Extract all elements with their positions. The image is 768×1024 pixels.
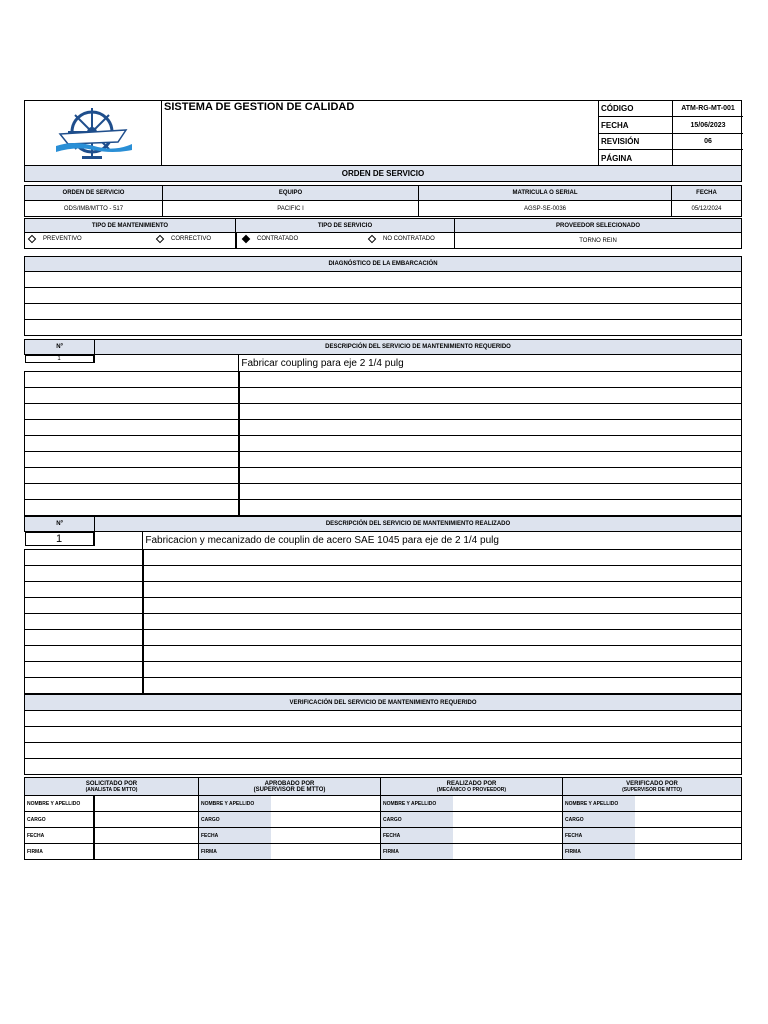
equipment-value: PACIFIC I <box>162 200 419 217</box>
sig-header-approved <box>199 778 381 796</box>
sig-subtitle: (MECÁNICO O PROVEEDOR) <box>436 786 507 793</box>
required-rows <box>24 354 742 516</box>
col-equipment: EQUIPO <box>162 185 419 201</box>
performed-rows <box>24 531 742 694</box>
sig-title: VERIFICADO POR <box>626 780 678 787</box>
sig-field-label: NOMBRE Y APELLIDO <box>381 796 453 812</box>
correctivo-option[interactable] <box>157 236 211 242</box>
sig-title: REALIZADO POR <box>446 780 497 787</box>
sig-field-label: NOMBRE Y APELLIDO <box>199 796 271 812</box>
sig-title: SOLICITADO POR <box>85 780 138 787</box>
radio-diamond-icon <box>368 235 376 243</box>
meta-table <box>598 100 742 166</box>
sig-field-input[interactable] <box>271 828 381 844</box>
provider-value: TORNO REIN <box>454 232 742 249</box>
sig-field-input[interactable] <box>271 796 381 812</box>
sig-field-input[interactable] <box>635 796 741 812</box>
diagnostic-lines <box>24 271 742 336</box>
sig-field-input[interactable] <box>453 844 563 859</box>
sig-col-requested <box>25 796 199 859</box>
system-title: SISTEMA DE GESTION DE CALIDAD <box>164 101 355 113</box>
col-serial: MATRICULA O SERIAL <box>418 185 672 201</box>
required-desc-header: DESCRIPCIÓN DEL SERVICIO DE MANTENIMIENTO REQUERIDO <box>94 339 742 355</box>
verification-line[interactable] <box>25 743 742 759</box>
correctivo-label: CORRECTIVO <box>171 236 212 242</box>
sig-title: APROBADO POR <box>264 780 315 787</box>
table-row <box>25 355 95 363</box>
meta-value-page <box>673 150 743 166</box>
sig-header-requested <box>25 778 199 796</box>
sig-field-label: FIRMA <box>25 844 95 859</box>
meta-label-code: CÓDIGO <box>599 100 673 117</box>
sig-field-input[interactable] <box>635 844 741 859</box>
sig-col-performed <box>381 796 563 859</box>
sig-header-verified <box>563 778 741 796</box>
no-contratado-option[interactable] <box>369 236 435 242</box>
verification-lines <box>24 710 742 775</box>
sig-field-label: CARGO <box>199 812 271 828</box>
sig-subtitle: (ANALISTA DE MTTO) <box>85 786 138 793</box>
preventivo-option[interactable] <box>29 236 82 242</box>
sig-field-label: FIRMA <box>381 844 453 859</box>
sig-col-approved <box>199 796 381 859</box>
sig-field-input[interactable] <box>95 828 199 844</box>
col-order: ORDEN DE SERVICIO <box>24 185 163 201</box>
meta-value-date: 15/06/2023 <box>673 117 743 134</box>
date-value: 05/12/2024 <box>671 200 742 217</box>
required-desc: Fabricar coupling para eje 2 1/4 pulg <box>239 355 742 372</box>
sig-field-label: FECHA <box>199 828 271 844</box>
performed-num: 1 <box>55 532 63 545</box>
ship-helm-logo-icon <box>54 104 134 164</box>
sig-field-input[interactable] <box>95 796 199 812</box>
order-section-title: ORDEN DE SERVICIO <box>24 165 742 182</box>
order-number: ODS/IMB/MTTO - 517 <box>24 200 163 217</box>
diagnostic-line[interactable] <box>25 288 742 304</box>
service-type-options <box>235 232 455 249</box>
sig-subtitle: (SUPERVISOR DE MTTO) <box>622 786 682 793</box>
required-num-header: Nº <box>24 339 95 355</box>
sig-field-input[interactable] <box>635 812 741 828</box>
diagnostic-line[interactable] <box>25 304 742 320</box>
col-date: FECHA <box>671 185 742 201</box>
logo-cell <box>24 100 162 166</box>
sig-field-input[interactable] <box>453 812 563 828</box>
sig-field-input[interactable] <box>453 828 563 844</box>
verification-title: VERIFICACIÓN DEL SERVICIO DE MANTENIMIENTO REQUERIDO <box>24 694 742 711</box>
maintenance-type-label: TIPO DE MANTENIMIENTO <box>24 218 236 233</box>
sig-field-label: FIRMA <box>199 844 271 859</box>
provider-label: PROVEEDOR SELECIONADO <box>454 218 742 233</box>
sig-field-label: FECHA <box>381 828 453 844</box>
contratado-label: CONTRATADO <box>257 236 299 242</box>
sig-subtitle: (SUPERVISOR DE MTTO) <box>253 786 326 793</box>
performed-desc-header: DESCRIPCIÓN DEL SERVICIO DE MANTENIMIENTO REALIZADO <box>94 516 742 532</box>
table-row <box>25 532 95 546</box>
diagnostic-title: DIAGNÓSTICO DE LA EMBARCACIÓN <box>24 256 742 272</box>
meta-label-revision: REVISIÓN <box>599 134 673 150</box>
preventivo-label: PREVENTIVO <box>43 236 82 242</box>
serial-value: AGSP-SE-0036 <box>418 200 672 217</box>
meta-label-date: FECHA <box>599 117 673 134</box>
sig-field-label: CARGO <box>563 812 635 828</box>
verification-line[interactable] <box>25 711 742 727</box>
sig-field-label: CARGO <box>381 812 453 828</box>
verification-line[interactable] <box>25 759 742 775</box>
sig-field-input[interactable] <box>271 844 381 859</box>
sig-field-input[interactable] <box>271 812 381 828</box>
radio-diamond-icon <box>156 235 164 243</box>
sig-col-verified <box>563 796 741 859</box>
performed-num-header: Nº <box>24 516 95 532</box>
sig-field-label: NOMBRE Y APELLIDO <box>25 796 95 812</box>
radio-diamond-selected-icon <box>242 235 250 243</box>
sig-header-performed <box>381 778 563 796</box>
sig-field-label: FECHA <box>25 828 95 844</box>
required-num: 1 <box>57 355 61 362</box>
sig-field-label: FIRMA <box>563 844 635 859</box>
meta-value-revision: 06 <box>673 134 743 150</box>
meta-value-code: ATM-RG-MT-001 <box>673 100 743 117</box>
sig-field-input[interactable] <box>453 796 563 812</box>
sig-field-input[interactable] <box>95 844 199 859</box>
sig-field-input[interactable] <box>95 812 199 828</box>
sig-field-label: CARGO <box>25 812 95 828</box>
sig-field-label: FECHA <box>563 828 635 844</box>
sig-field-input[interactable] <box>635 828 741 844</box>
verification-line[interactable] <box>25 727 742 743</box>
performed-desc: Fabricacion y mecanizado de couplin de acero SAE 1045 para eje de 2 1/4 pulg <box>143 532 742 550</box>
diagnostic-line[interactable] <box>25 272 742 288</box>
meta-label-page: PÁGINA <box>599 150 673 166</box>
no-contratado-label: NO CONTRATADO <box>383 236 435 242</box>
sig-field-label: NOMBRE Y APELLIDO <box>563 796 635 812</box>
service-type-label: TIPO DE SERVICIO <box>235 218 455 233</box>
radio-diamond-icon <box>28 235 36 243</box>
diagnostic-line[interactable] <box>25 320 742 336</box>
contratado-option[interactable] <box>243 236 298 242</box>
maintenance-type-options <box>24 232 236 249</box>
